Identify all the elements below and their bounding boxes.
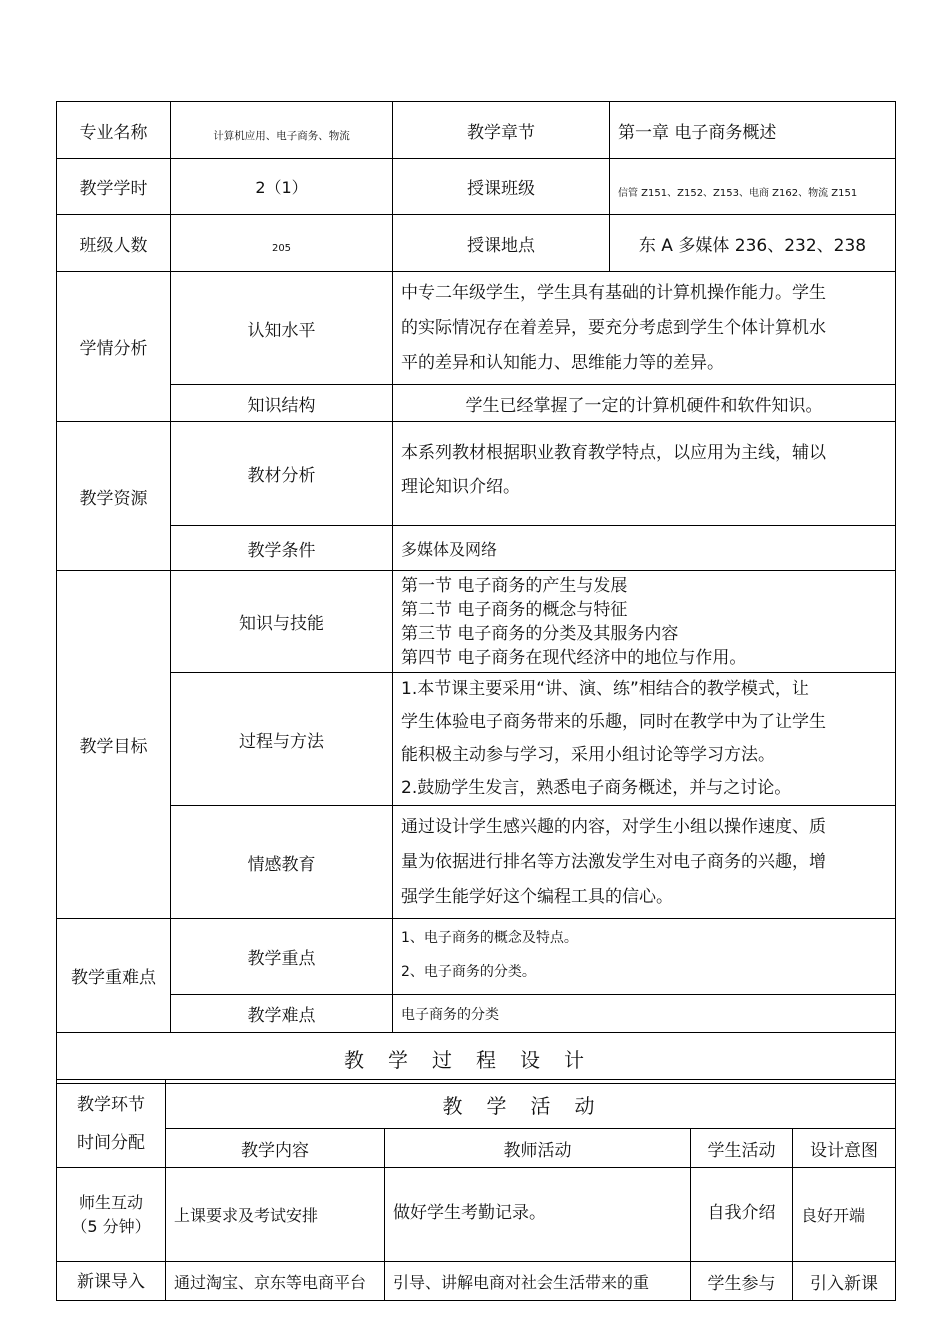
hours-value: 2（1） — [171, 159, 393, 215]
table-row — [57, 806, 896, 919]
textbook-line: 理论知识介绍。 — [401, 477, 520, 497]
header-content: 教学内容 — [166, 1129, 385, 1168]
activities-title-text: 教学活动 — [442, 1093, 619, 1118]
process-line: 2.鼓励学生发言，熟悉电子商务概述，并与之讨论。 — [401, 778, 792, 798]
process-design-title — [57, 1033, 896, 1084]
process-design-title-text: 教学过程设计 — [344, 1047, 608, 1072]
textbook-text — [393, 422, 896, 526]
conditions-text: 多媒体及网络 — [393, 526, 896, 571]
cognition-text — [393, 272, 896, 385]
hard-label: 教学难点 — [171, 995, 393, 1033]
process-line: 能积极主动参与学习，采用小组讨论等学习方法。 — [401, 745, 775, 765]
location-value: 东 A 多媒体 236、232、238 — [610, 215, 896, 272]
header-teacher: 教师活动 — [385, 1129, 691, 1168]
process-line: 1.本节课主要采用“讲、演、练”相结合的教学模式，让 — [401, 679, 809, 699]
hard-text: 电子商务的分类 — [393, 995, 896, 1033]
table-row — [57, 159, 896, 215]
key-text — [393, 919, 896, 995]
emotion-label: 情感教育 — [171, 806, 393, 919]
table-row — [57, 1080, 896, 1129]
stage-line: 师生互动 — [78, 1192, 143, 1212]
process-text — [393, 673, 896, 806]
emotion-line: 通过设计学生感兴趣的内容，对学生小组以操作速度、质 — [401, 816, 826, 837]
resources-label: 教学资源 — [57, 422, 171, 571]
content-cell: 通过淘宝、京东等电商平台 — [166, 1262, 385, 1301]
students-value: 205 — [171, 215, 393, 272]
table-row — [57, 571, 896, 673]
stage-label-line: 时间分配 — [77, 1132, 145, 1153]
emotion-line: 强学生能学好这个编程工具的信心。 — [401, 886, 673, 907]
stage-label-line: 教学环节 — [77, 1094, 145, 1115]
table-row — [57, 1033, 896, 1084]
skills-line: 第一节 电子商务的产生与发展 — [401, 575, 628, 596]
student-cell: 自我介绍 — [691, 1168, 793, 1262]
class-label: 授课班级 — [393, 159, 610, 215]
textbook-label: 教材分析 — [171, 422, 393, 526]
cognition-label: 认知水平 — [171, 272, 393, 385]
table-row — [57, 919, 896, 995]
table-row — [57, 422, 896, 526]
knowledge-text: 学生已经掌握了一定的计算机硬件和软件知识。 — [393, 385, 896, 422]
lesson-info-table — [56, 101, 896, 1084]
difficulty-label: 教学重难点 — [57, 919, 171, 1033]
teaching-process-table — [56, 1079, 896, 1301]
class-value: 信管 Z151、Z152、Z153、电商 Z162、物流 Z151 — [610, 159, 896, 215]
knowledge-label: 知识结构 — [171, 385, 393, 422]
student-cell: 学生参与 — [691, 1262, 793, 1301]
table-row — [57, 272, 896, 385]
emotion-text — [393, 806, 896, 919]
skills-line: 第二节 电子商务的概念与特征 — [401, 599, 628, 620]
intent-cell: 良好开端 — [793, 1168, 896, 1262]
conditions-label: 教学条件 — [171, 526, 393, 571]
activities-title — [166, 1080, 896, 1129]
hours-label: 教学学时 — [57, 159, 171, 215]
location-label: 授课地点 — [393, 215, 610, 272]
stage-line: （5 分钟） — [71, 1216, 151, 1236]
key-line: 1、电子商务的概念及特点。 — [401, 930, 578, 946]
cognition-line: 平的差异和认知能力、思维能力等的差异。 — [401, 352, 724, 373]
emotion-line: 量为依据进行排名等方法激发学生对电子商务的兴趣，增 — [401, 851, 826, 872]
chapter-label: 教学章节 — [393, 102, 610, 159]
skills-label: 知识与技能 — [171, 571, 393, 673]
skills-text — [393, 571, 896, 673]
stage-cell: 新课导入 — [57, 1262, 166, 1301]
cognition-line: 中专二年级学生，学生具有基础的计算机操作能力。学生 — [401, 282, 826, 303]
table-row — [57, 673, 896, 806]
teacher-cell: 引导、讲解电商对社会生活带来的重 — [385, 1262, 691, 1301]
table-row — [57, 995, 896, 1033]
table-row — [57, 102, 896, 159]
table-row — [57, 385, 896, 422]
teacher-cell: 做好学生考勤记录。 — [385, 1168, 691, 1262]
table-row — [57, 526, 896, 571]
skills-line: 第四节 电子商务在现代经济中的地位与作用。 — [401, 647, 747, 668]
analysis-label: 学情分析 — [57, 272, 171, 422]
cognition-line: 的实际情况存在着差异，要充分考虑到学生个体计算机水 — [401, 317, 826, 338]
key-line: 2、电子商务的分类。 — [401, 964, 536, 980]
table-row — [57, 1129, 896, 1168]
intent-cell: 引入新课 — [793, 1262, 896, 1301]
chapter-value: 第一章 电子商务概述 — [610, 102, 896, 159]
content-cell: 上课要求及考试安排 — [166, 1168, 385, 1262]
major-label: 专业名称 — [57, 102, 171, 159]
table-row — [57, 1168, 896, 1262]
major-value: 计算机应用、电子商务、物流 — [171, 102, 393, 159]
process-line: 学生体验电子商务带来的乐趣，同时在教学中为了让学生 — [401, 712, 826, 732]
table-row — [57, 1262, 896, 1301]
textbook-line: 本系列教材根据职业教育教学特点，以应用为主线，辅以 — [401, 443, 826, 463]
table-row — [57, 215, 896, 272]
students-label: 班级人数 — [57, 215, 171, 272]
skills-line: 第三节 电子商务的分类及其服务内容 — [401, 623, 679, 644]
process-label: 过程与方法 — [171, 673, 393, 806]
stage-cell — [57, 1168, 166, 1262]
goals-label: 教学目标 — [57, 571, 171, 919]
header-intent: 设计意图 — [793, 1129, 896, 1168]
stage-label — [57, 1080, 166, 1168]
header-student: 学生活动 — [691, 1129, 793, 1168]
key-label: 教学重点 — [171, 919, 393, 995]
